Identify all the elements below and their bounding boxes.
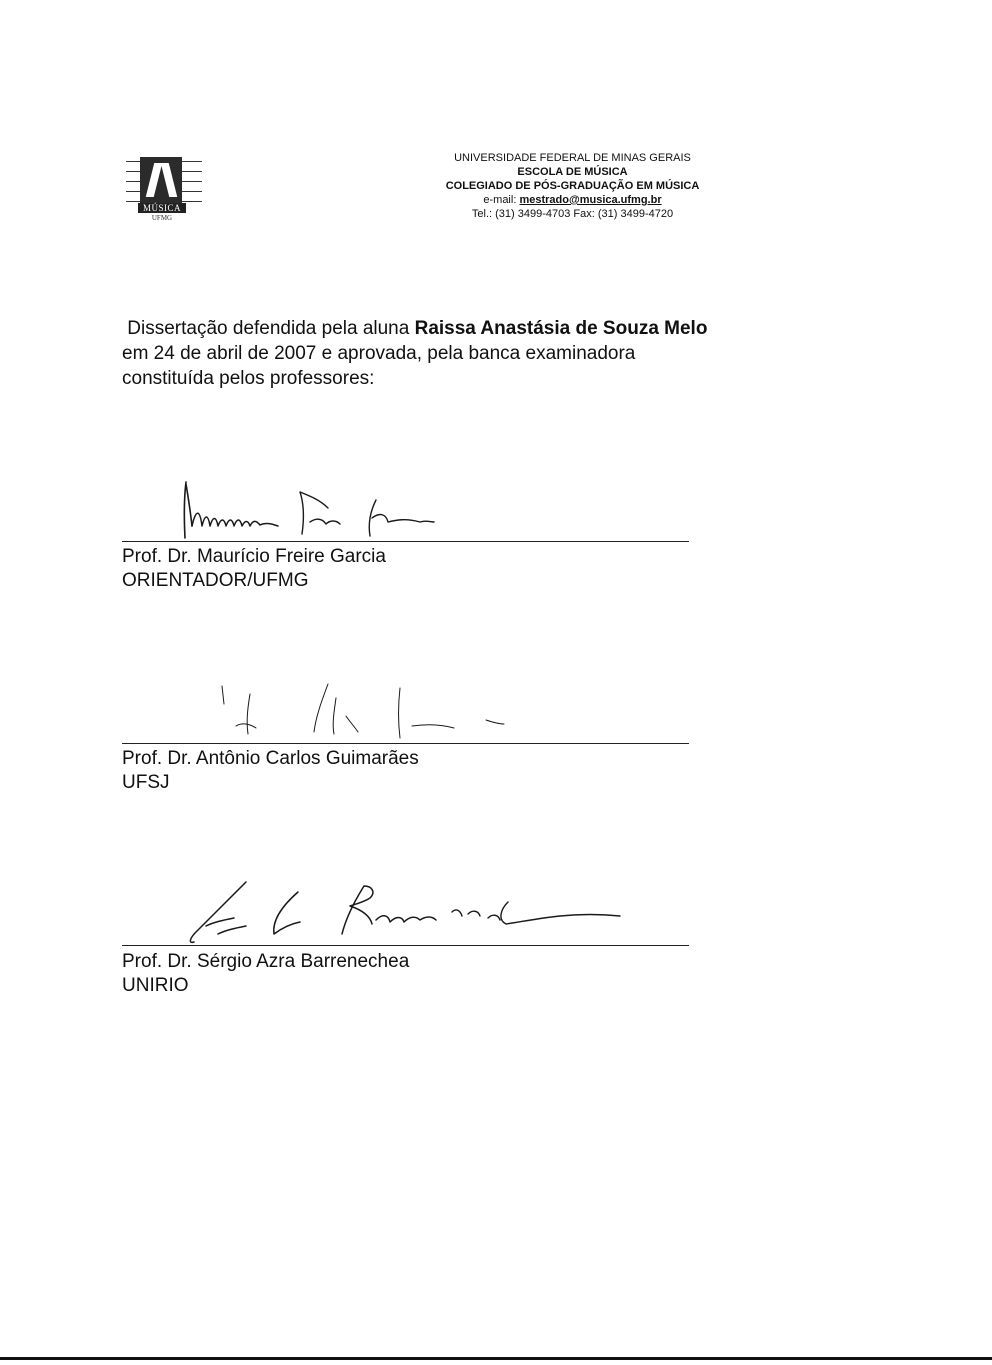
- committee-member-1-institution: ORIENTADOR/UFMG: [122, 570, 309, 591]
- statement-line-1: [122, 316, 822, 341]
- letterhead: [420, 151, 725, 221]
- email-label: e-mail:: [483, 194, 517, 206]
- signature-line-2: [122, 743, 689, 744]
- logo-mark: [140, 157, 182, 203]
- logo-sub: UFMG: [151, 214, 173, 222]
- school-name: ESCOLA DE MÚSICA: [517, 166, 628, 178]
- defense-statement: [122, 316, 822, 391]
- committee-member-3-name: Prof. Dr. Sérgio Azra Barrenechea: [122, 951, 410, 972]
- university-name: UNIVERSIDADE FEDERAL DE MINAS GERAIS: [454, 152, 691, 164]
- committee-member-1-name: Prof. Dr. Maurício Freire Garcia: [122, 546, 386, 567]
- music-school-logo: [126, 153, 202, 225]
- student-name: Raissa Anastásia de Souza Melo: [414, 318, 708, 339]
- signature-2: [150, 676, 670, 746]
- logo-word: MÚSICA: [138, 203, 186, 213]
- committee-member-3-institution: UNIRIO: [122, 975, 189, 996]
- signature-line-3: [122, 945, 689, 946]
- committee-member-2-institution: UFSJ: [122, 772, 170, 793]
- college-name: COLEGIADO DE PÓS-GRADUAÇÃO EM MÚSICA: [445, 180, 700, 192]
- phone-line: Tel.: (31) 3499-4703 Fax: (31) 3499-4720: [471, 208, 674, 220]
- email-link[interactable]: mestrado@musica.ufmg.br: [519, 194, 662, 206]
- statement-lead: Dissertação defendida pela aluna: [122, 318, 415, 339]
- bottom-scan-edge: [0, 1357, 992, 1360]
- email-line: [420, 193, 725, 207]
- committee-member-2-name: Prof. Dr. Antônio Carlos Guimarães: [122, 748, 419, 769]
- statement-line-2: em 24 de abril de 2007 e aprovada, pela banca examinadora: [122, 343, 636, 364]
- statement-line-3: constituída pelos professores:: [122, 368, 375, 389]
- signature-line-1: [122, 541, 689, 542]
